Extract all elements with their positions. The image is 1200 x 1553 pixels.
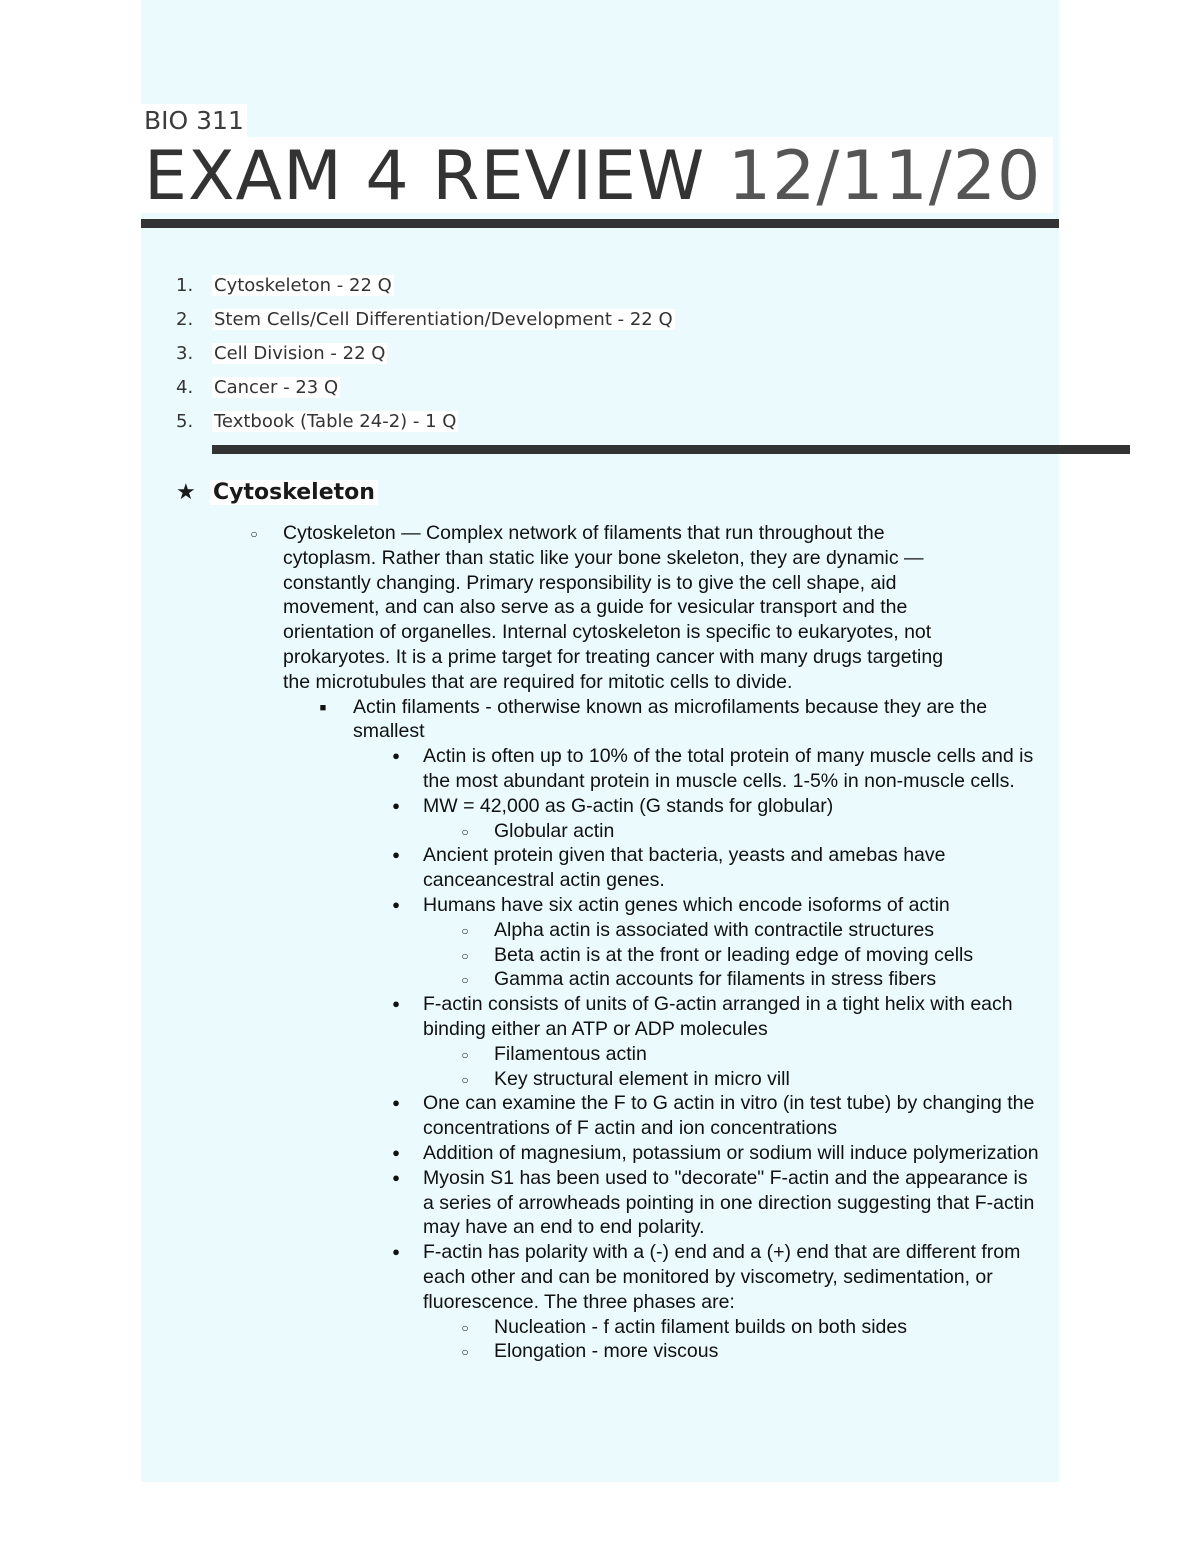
bullet-icon: ■ xyxy=(319,701,327,714)
bullet-icon: ○ xyxy=(461,973,469,988)
page-title xyxy=(144,139,1041,215)
topic-item xyxy=(176,270,675,304)
note-text: Elongation - more viscous xyxy=(494,1340,719,1363)
note-item xyxy=(0,794,1041,819)
note-text: Addition of magnesium, potassium or sodium will induce polymerization xyxy=(423,1141,1039,1164)
bullet-icon: ○ xyxy=(461,1072,469,1087)
topic-list xyxy=(176,270,675,440)
note-text: Actin filaments - otherwise known as microfilaments because they are the smallest xyxy=(353,695,988,743)
bullet-icon: ● xyxy=(392,996,400,1012)
topic-number: 1. xyxy=(176,275,194,296)
note-text: Cytoskeleton — Complex network of filaments that run throughout the cytoplasm. Rather than static like your bone skeleton, they are dynamic — constantly changing. Primary responsibility is to give the cell shape, aid movement, and can also serve as a guide for vesicular transport and the orientation of organelles. Internal cytoskeleton is specific to eukaryotes, not prokaryotes. It is a prime target for treating cancer with many drugs targeting the microtubules that are required for mitotic cells to divide. xyxy=(283,522,944,693)
section-divider xyxy=(212,445,1130,454)
title-date: 12/11/20 xyxy=(727,137,1042,216)
notes-list xyxy=(0,521,1200,1364)
course-code: BIO 311 xyxy=(141,104,247,138)
note-text: Actin is often up to 10% of the total protein of many muscle cells and is the most abundant protein in muscle cells. 1-5% in non-muscle cells. xyxy=(423,745,1034,792)
bullet-icon: ● xyxy=(392,1169,400,1185)
topic-number: 2. xyxy=(176,309,194,330)
note-text: Ancient protein given that bacteria, yeasts and amebas have canceancestral actin genes. xyxy=(423,844,946,892)
note-text: One can examine the F to G actin in vitro (in test tube) by changing the concentrations of F actin and ion concentrations xyxy=(423,1092,1035,1140)
bullet-icon: ○ xyxy=(250,527,258,541)
bullet-icon: ● xyxy=(392,797,400,813)
note-item xyxy=(0,1091,1041,1141)
bullet-icon: ○ xyxy=(461,824,469,839)
note-item xyxy=(0,893,1041,918)
section-title: Cytoskeleton xyxy=(210,480,378,505)
bullet-icon: ○ xyxy=(461,1047,469,1062)
title-text: EXAM 4 REVIEW xyxy=(144,137,706,216)
section-heading xyxy=(176,478,378,508)
note-text: Nucleation - f actin filament builds on both sides xyxy=(494,1315,907,1338)
note-item xyxy=(0,1067,1054,1092)
topic-item xyxy=(176,372,675,406)
topic-text: Cancer - 23 Q xyxy=(214,377,339,398)
bullet-icon: ○ xyxy=(461,1320,469,1335)
note-item xyxy=(0,1240,1041,1314)
bullet-icon: ● xyxy=(392,1095,400,1111)
note-text: Beta actin is at the front or leading edge of moving cells xyxy=(494,943,974,966)
bullet-icon: ● xyxy=(392,1144,400,1160)
topic-item xyxy=(176,304,675,338)
title-divider xyxy=(141,219,1059,228)
topic-text: Stem Cells/Cell Differentiation/Development - 22 Q xyxy=(214,309,673,330)
note-item xyxy=(0,1166,1041,1240)
bullet-icon: ● xyxy=(392,896,400,912)
note-item xyxy=(0,918,1054,943)
topic-number: 4. xyxy=(176,377,194,398)
note-item xyxy=(0,843,1041,893)
note-item xyxy=(0,943,1054,968)
topic-text: Cytoskeleton - 22 Q xyxy=(214,275,392,296)
note-item xyxy=(0,1042,1054,1067)
bullet-icon: ● xyxy=(392,748,400,764)
note-item xyxy=(0,992,1041,1042)
note-text: Alpha actin is associated with contractile structures xyxy=(494,918,935,941)
note-item xyxy=(0,819,1054,844)
note-text: Gamma actin accounts for filaments in stress fibers xyxy=(494,968,937,991)
note-text: Humans have six actin genes which encode isoforms of actin xyxy=(423,893,950,916)
bullet-icon: ● xyxy=(392,847,400,863)
note-text: Globular actin xyxy=(494,819,615,842)
note-item xyxy=(0,1315,1054,1340)
note-text: Filamentous actin xyxy=(494,1042,647,1065)
note-item xyxy=(0,1141,1041,1166)
title-block xyxy=(141,137,1053,216)
note-text: F-actin has polarity with a (-) end and a (+) end that are different from each other and can be monitored by viscometry, sedimentation, or fluorescence. The three phases are: xyxy=(423,1241,1021,1313)
topic-item xyxy=(176,338,675,372)
topic-text: Cell Division - 22 Q xyxy=(214,343,386,364)
note-text: Myosin S1 has been used to "decorate" F-actin and the appearance is a series of arrowheads pointing in one direction suggesting that F-actin may have an end to end polarity. xyxy=(423,1166,1035,1239)
topic-text: Textbook (Table 24-2) - 1 Q xyxy=(214,411,457,432)
bullet-icon: ○ xyxy=(461,948,469,963)
note-item xyxy=(0,1339,1054,1364)
star-icon: ★ xyxy=(176,480,196,505)
note-item xyxy=(0,521,953,695)
topic-number: 3. xyxy=(176,343,194,364)
note-item xyxy=(0,695,1055,745)
note-text: F-actin consists of units of G-actin arranged in a tight helix with each binding either an ATP or ADP molecules xyxy=(423,993,1013,1040)
topic-item xyxy=(176,406,675,440)
bullet-icon: ○ xyxy=(461,1345,469,1360)
bullet-icon: ● xyxy=(392,1244,400,1260)
note-text: MW = 42,000 as G-actin (G stands for globular) xyxy=(423,794,834,817)
bullet-icon: ○ xyxy=(461,923,469,938)
note-item xyxy=(0,744,1041,794)
note-text: Key structural element in micro vill xyxy=(494,1067,790,1090)
note-item xyxy=(0,967,1054,992)
topic-number: 5. xyxy=(176,411,194,432)
